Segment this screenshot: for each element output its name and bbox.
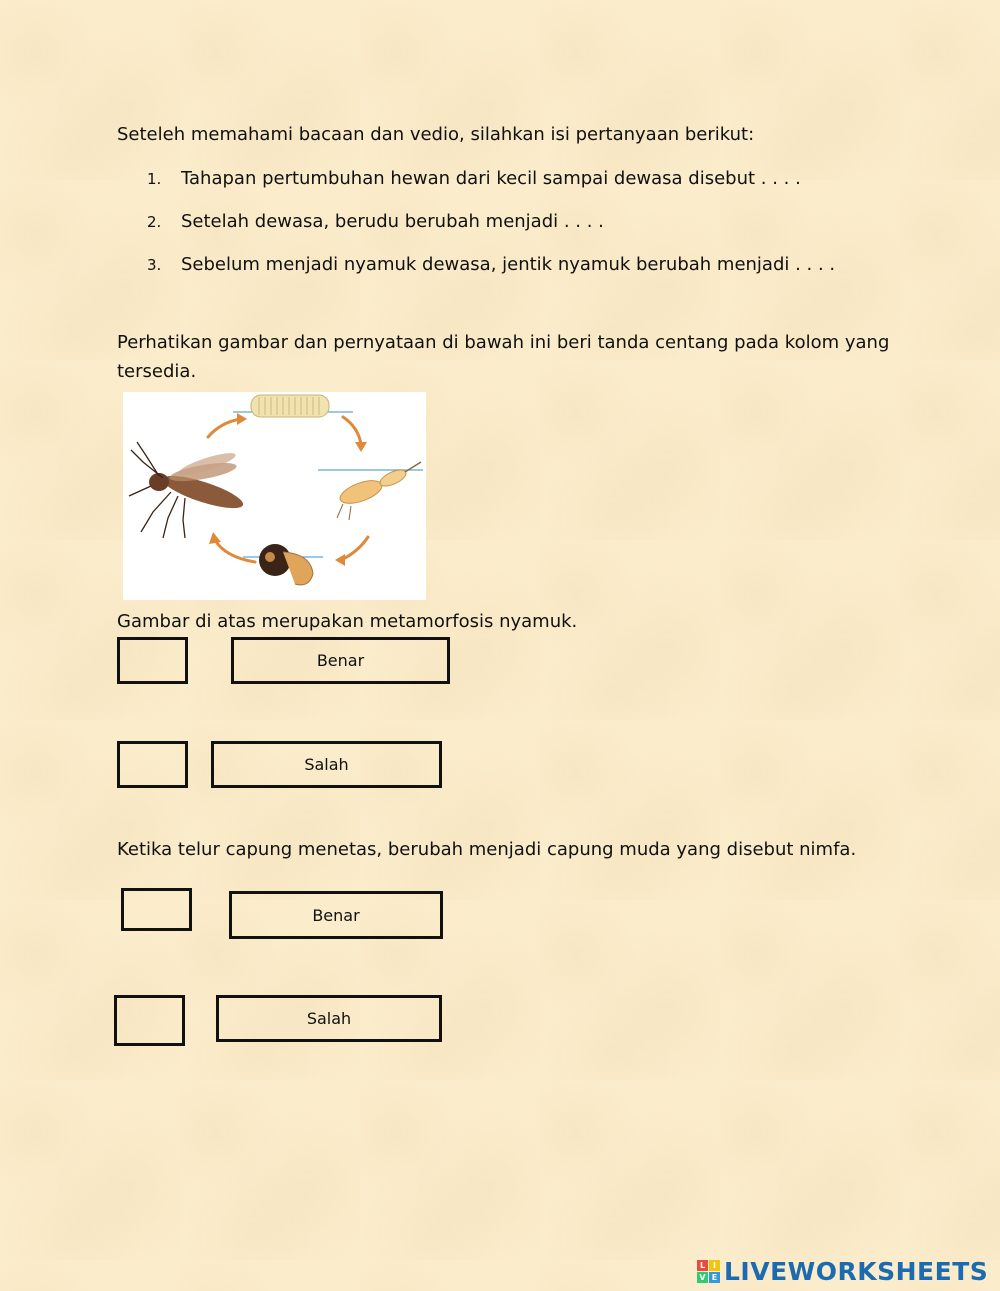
logo-mark-letter-i: I <box>709 1260 720 1271</box>
statement-2-text: Ketika telur capung menetas, berubah menjadi capung muda yang disebut nimfa. <box>117 839 857 860</box>
mosquito-life-cycle-drawing <box>123 392 426 600</box>
statement-1-benar-option[interactable]: Benar <box>231 637 450 684</box>
question-1-number: 1. <box>147 170 162 188</box>
logo-text: LIVEWORKSHEETS <box>724 1256 989 1286</box>
pupa-icon <box>259 544 313 585</box>
logo-mark-letter-v: V <box>697 1272 708 1283</box>
adult-mosquito-icon <box>129 442 246 538</box>
instruction-line-1: Perhatikan gambar dan pernyataan di bawah ini beri tanda centang pada kolom yang <box>117 332 890 353</box>
egg-raft-icon <box>251 395 329 417</box>
question-3-text: Sebelum menjadi nyamuk dewasa, jentik nyamuk berubah menjadi . . . . <box>181 254 836 275</box>
statement-2-salah-option[interactable]: Salah <box>216 995 442 1042</box>
question-1-text: Tahapan pertumbuhan hewan dari kecil sampai dewasa disebut . . . . <box>181 168 801 189</box>
statement-1-salah-option[interactable]: Salah <box>211 741 442 788</box>
logo-mark-letter-e: E <box>709 1272 720 1283</box>
question-2-text: Setelah dewasa, berudu berubah menjadi . . . . <box>181 211 604 232</box>
statement-1-false-answer-box[interactable] <box>117 741 188 788</box>
intro-text: Seteleh memahami bacaan dan vedio, silahkan isi pertanyaan berikut: <box>117 124 755 145</box>
statement-2-false-answer-box[interactable] <box>114 995 185 1046</box>
liveworksheets-logo[interactable] <box>697 1255 988 1287</box>
statement-2-benar-option[interactable]: Benar <box>229 891 443 939</box>
logo-mark-letter-l: L <box>697 1260 708 1271</box>
question-3-number: 3. <box>147 256 162 274</box>
cycle-arrows-icon <box>208 417 368 562</box>
statement-2-true-answer-box[interactable] <box>121 888 192 931</box>
statement-1-true-answer-box[interactable] <box>117 637 188 684</box>
logo-mark-icon <box>697 1260 720 1283</box>
statement-1-text: Gambar di atas merupakan metamorfosis nyamuk. <box>117 611 578 632</box>
question-2-number: 2. <box>147 213 162 231</box>
mosquito-life-cycle-image <box>123 392 426 600</box>
instruction-line-2: tersedia. <box>117 361 197 382</box>
